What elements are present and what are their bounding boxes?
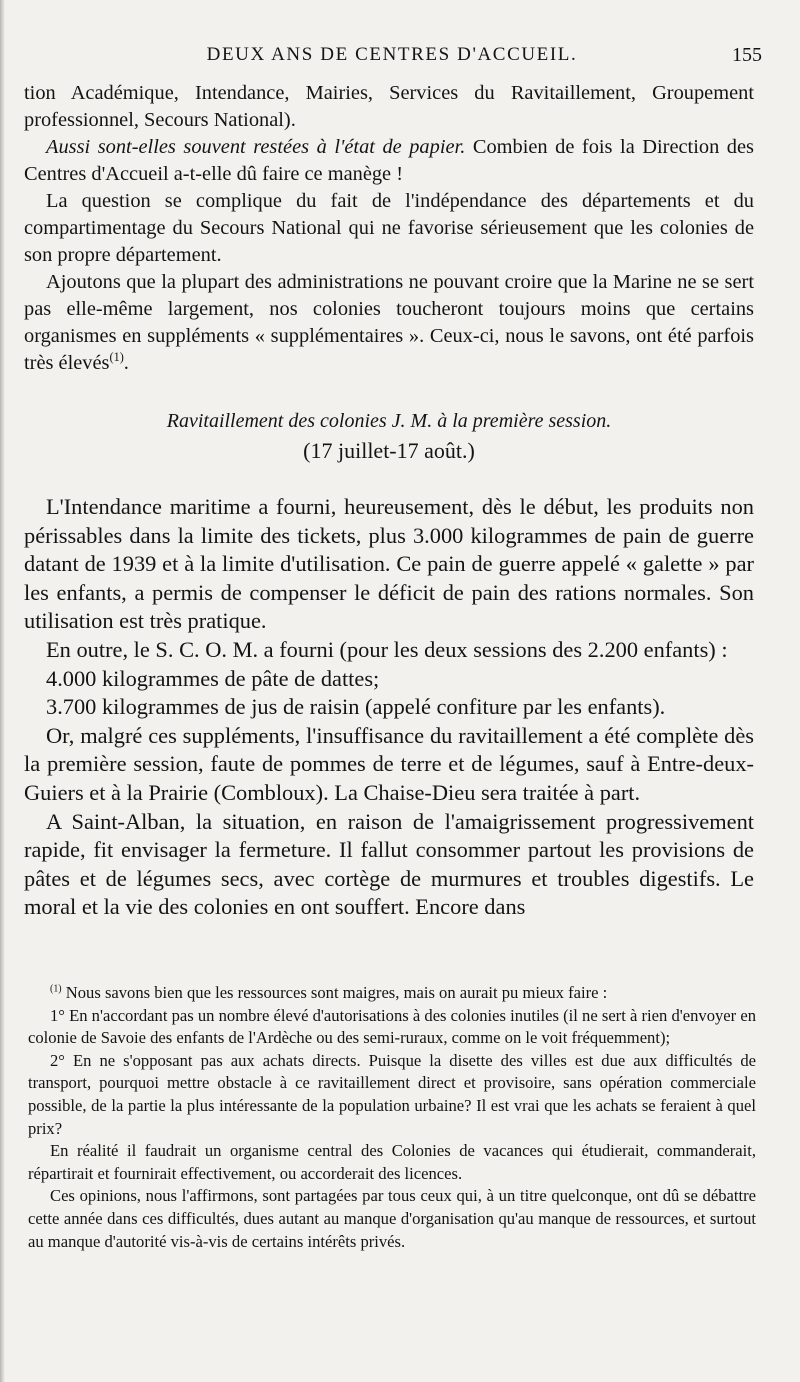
paragraph-text: Ajoutons que la plupart des administrations ne pouvant croire que la Marine ne se sert pas elle-même largement, nos colonies toucheront toujours moins que certains organismes en suppléments « supplémentaires ». Ceux-ci, nous le savons, ont été parfois très élevés (24, 271, 754, 374)
paragraph-text: Combien de fois la Direction des Centres d'Accueil a-t-elle dû faire ce manège ! (24, 136, 754, 185)
paragraph-end: . (123, 352, 129, 374)
running-title: DEUX ANS DE CENTRES D'ACCUEIL. (206, 44, 578, 65)
section-dates: (17 juillet-17 août.) (303, 438, 475, 463)
footnote-item: Ces opinions, nous l'affirmons, sont partagées par tous ceux qui, à un titre quelconque, ont dû se débattre cette année dans ces difficultés, dues autant au manque d'organisation qu'au manque de ressources, et surtout au manque d'autorité vis-à-vis de certains intérêts privés. (28, 1186, 756, 1251)
paragraph (24, 134, 754, 188)
paragraph: L'Intendance maritime a fourni, heureusement, dès le début, les produits non périssables dans la limite des tickets, plus 3.000 kilogrammes de pain de guerre datant de 1939 et à la limite d'utilisation. Ce pain de guerre appelé « galette » par les enfants, a permis de compenser le déficit de pain des rations normales. Son utilisation est très pratique. (24, 494, 754, 634)
footnote-text: Nous savons bien que les ressources sont maigres, mais on aurait pu mieux faire : (61, 983, 608, 1002)
main-text (24, 80, 754, 922)
footnote-item: En réalité il faudrait un organisme central des Colonies de vacances qui étudierait, commanderait, répartirait et fournirait effectivement, ou accorderait des licences. (28, 1141, 756, 1183)
footnotes (28, 982, 756, 1253)
list-item: 4.000 kilogrammes de pâte de dattes; (46, 665, 380, 691)
paragraph: A Saint-Alban, la situation, en raison de l'amaigrissement progressivement rapide, fit envisager la fermeture. Il fallut consommer partout les provisions de pâtes et de légumes secs, avec cortège de murmures et troubles digestifs. Le moral et la vie des colonies en ont souffert. Encore dans (24, 808, 754, 920)
section-body (24, 493, 754, 922)
list-item: 3.700 kilogrammes de jus de raisin (appelé confiture par les enfants). (46, 694, 666, 720)
footnote-item: 1° En n'accordant pas un nombre élevé d'autorisations à des colonies inutiles (il ne sert à rien d'envoyer en colonie de Savoie des enfants de l'Ardèche ou des semi-ruraux, comme on le voit fréquemment); (28, 1005, 756, 1048)
footnote (28, 982, 756, 1005)
footnote-ref: (1) (109, 350, 124, 365)
paragraph: La question se complique du fait de l'indépendance des départements et du compartimentage du Secours National qui ne favorise sérieusement que les colonies de son propre département. (24, 190, 754, 266)
section-title: Ravitaillement des colonies J. M. à la première session. (166, 410, 612, 432)
paragraph: En outre, le S. C. O. M. a fourni (pour les deux sessions des 2.200 enfants) : (46, 636, 728, 662)
paragraph (24, 269, 754, 377)
paragraph: tion Académique, Intendance, Mairies, Services du Ravitaillement, Groupement professionnel, Secours National). (24, 82, 754, 131)
page-number: 155 (732, 44, 762, 66)
page-edge-shadow (0, 0, 5, 1382)
paragraph: Or, malgré ces suppléments, l'insuffisance du ravitaillement a été complète dès la première session, faute de pommes de terre et de légumes, sauf à Entre-deux-Guiers et à la Prairie (Combloux). La Chaise-Dieu sera traitée à part. (24, 722, 754, 805)
footnote-mark: (1) (50, 983, 62, 995)
italic-phrase: Aussi sont-elles souvent restées à l'état de papier. (46, 136, 466, 158)
page-header (22, 44, 762, 70)
footnote-item: 2° En ne s'opposant pas aux achats directs. Puisque la disette des villes est due aux difficultés de transport, pourquoi mettre obstacle à ce ravitaillement direct et provisoire, sans opération commerciale possible, de la partie la plus intéressante de la population urbaine? Il est vrai que les achats se feraient à quel prix? (28, 1050, 756, 1138)
